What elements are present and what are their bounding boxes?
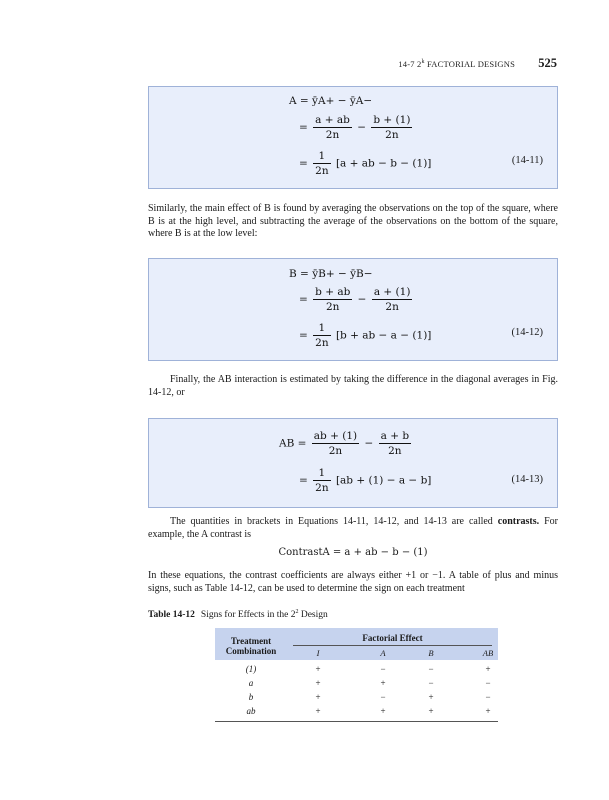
signs-table [215, 628, 498, 722]
fraction: $\frac{1}{2n}$ [315, 150, 329, 177]
fraction: $\frac{a + ab}{2n}$ [315, 114, 350, 141]
table-bottom-rule [215, 721, 498, 722]
column-header-ab: AB [482, 648, 494, 658]
paragraph-ab-interaction: Finally, the AB interaction is estimated by taking the difference in the diagonal averages in Fig. 14-12, or [148, 374, 558, 398]
contrast-equation: ContrastA = a + ab − b − (1) [278, 547, 428, 558]
eq-14-11-line1: A = ȳA+ − ȳA− [289, 95, 373, 107]
paragraph-coefficients: In these equations, the contrast coefficients are always either +1 or −1. A table of plus and minus signs, such as Table 14-12, can be used to determine the sign on each treatment [148, 570, 558, 594]
eq-14-12-line1: B = ȳB+ − ȳB− [289, 268, 373, 280]
equation-box-14-13 [148, 418, 558, 508]
table-caption: Table 14-12 Signs for Effects in the $2^2$ Design [148, 609, 328, 621]
column-header-i: I [316, 648, 320, 658]
table-row: ab + + + + [246, 706, 491, 716]
fraction: $\frac{b + ab}{2n}$ [315, 286, 351, 313]
fraction: $\frac{a + b}{2n}$ [380, 430, 410, 457]
fraction: $\frac{1}{2n}$ [315, 467, 329, 494]
fraction: $\frac{ab + (1)}{2n}$ [313, 430, 358, 457]
fraction: $\frac{1}{2n}$ [315, 322, 329, 349]
page-header [0, 56, 609, 72]
paragraph-main-effect-b: Similarly, the main effect of B is found by averaging the observations on the top of the square, where B is at the high level, and subtracting the average of the observations on the bottom of the square, where B is at the low level: [148, 203, 558, 239]
equation-box-14-11 [148, 86, 558, 189]
column-header-a: A [380, 648, 386, 658]
column-group-factorial-effect: Factorial Effect [362, 633, 423, 643]
table-header [215, 628, 498, 660]
equation-number: (14-12) [511, 327, 543, 338]
equation-number: (14-11) [511, 155, 543, 166]
fraction: $\frac{b + (1)}{2n}$ [373, 114, 411, 141]
eq-14-11-line2: = $\frac{a + ab}{2n}$ − $\frac{b + (1)}{2n}$ [299, 114, 411, 141]
running-head: 14-7 2$^k$ FACTORIAL DESIGNS [398, 59, 515, 69]
eq-14-12-line3: = $\frac{1}{2n}$ [b + ab − a − (1)] [299, 322, 432, 349]
table-row: (1) + − − + [245, 664, 491, 674]
fraction: $\frac{a + (1)}{2n}$ [373, 286, 411, 313]
paragraph-contrasts: The quantities in brackets in Equations 14-11, 14-12, and 14-13 are called contrasts. For example, the A contrast is [148, 516, 558, 540]
table-row: a + + − − [248, 678, 491, 688]
table-row: b + − + − [248, 692, 491, 702]
equation-box-14-12 [148, 258, 558, 361]
eq-14-13-line2: = $\frac{1}{2n}$ [ab + (1) − a − b] [299, 467, 432, 494]
eq-14-13-line1: AB = $\frac{ab + (1)}{2n}$ − $\frac{a + b}{2n}$ [279, 430, 410, 457]
header-rule [293, 645, 492, 646]
eq-14-11-line3: = $\frac{1}{2n}$ [a + ab − b − (1)] [299, 150, 432, 177]
equation-number: (14-13) [511, 474, 543, 485]
column-header-b: B [428, 648, 434, 658]
eq-14-12-line2: = $\frac{b + ab}{2n}$ − $\frac{a + (1)}{2n}$ [299, 286, 411, 313]
page-number: 525 [538, 56, 557, 70]
column-header-treatment: Treatment Combination [225, 636, 277, 656]
